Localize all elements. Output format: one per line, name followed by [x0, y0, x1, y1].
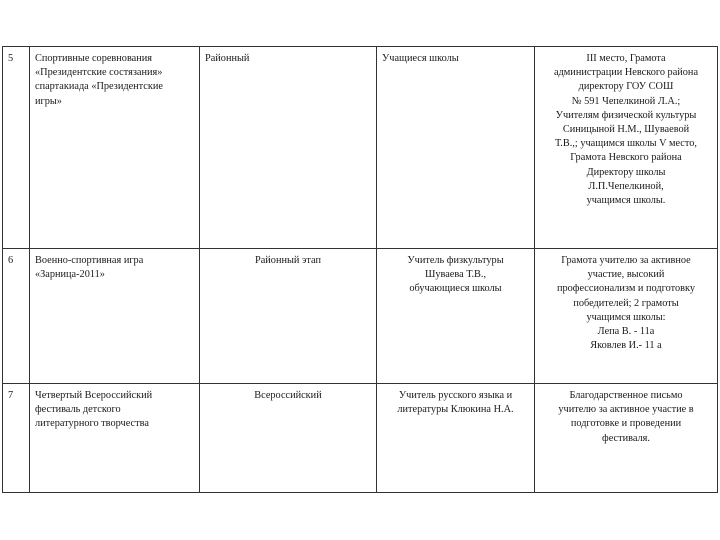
- event-line: спартакиада «Президентские: [35, 81, 163, 93]
- row-number-cell: 5: [3, 47, 30, 249]
- event-cell: [30, 384, 200, 493]
- result-line: победителей; 2 грамоты: [573, 297, 679, 309]
- event-line: «Президентские состязания»: [35, 67, 163, 79]
- result-line: подготовке и проведении: [570, 418, 682, 430]
- participants-cell: [377, 47, 535, 249]
- result-line: учащимся школы.: [586, 195, 666, 207]
- result-line: фестиваля.: [602, 432, 650, 444]
- event-line: Военно-спортивная игра: [35, 255, 144, 266]
- level-line: Районный этап: [255, 255, 321, 266]
- participants-line: Учитель русского языка и: [398, 390, 513, 401]
- event-line: литературного творчества: [35, 418, 149, 430]
- event-line: «Зарница-2011»: [35, 269, 105, 281]
- result-line: Грамота учителю за активное: [561, 255, 691, 266]
- table-row: [3, 47, 718, 249]
- result-line: учащимся школы:: [586, 311, 666, 323]
- result-line: Директору школы: [586, 166, 666, 178]
- result-line: Яковлев И.- 11 а: [590, 340, 662, 352]
- result-cell: [535, 249, 718, 384]
- result-line: III место, Грамота: [586, 53, 666, 64]
- table-row: [3, 249, 718, 384]
- level-cell: [200, 47, 377, 249]
- participants-line: литературы Клюкина Н.А.: [397, 404, 514, 416]
- table-row: [3, 384, 718, 493]
- result-line: Учителям физической культуры: [555, 109, 697, 121]
- event-cell: [30, 249, 200, 384]
- participants-cell: [377, 249, 535, 384]
- participants-line: Учитель физкультуры: [407, 255, 504, 266]
- event-line: фестиваль детского: [35, 404, 121, 416]
- row-number-cell: 6: [3, 249, 30, 384]
- result-line: директору ГОУ СОШ: [578, 81, 674, 93]
- result-cell: [535, 384, 718, 493]
- level-line: Всероссийский: [254, 390, 322, 401]
- result-line: № 591 Чепелкиной Л.А.;: [571, 95, 681, 107]
- level-cell: [200, 249, 377, 384]
- result-line: Благодарственное письмо: [569, 390, 683, 401]
- event-cell: [30, 47, 200, 249]
- event-line: Четвертый Всероссийский: [35, 390, 153, 401]
- participants-line: Учащиеся школы: [382, 53, 459, 64]
- event-line: игры»: [35, 95, 62, 107]
- level-cell: [200, 384, 377, 493]
- result-line: профессионализм и подготовку: [557, 283, 695, 295]
- event-line: Спортивные соревнования: [35, 53, 152, 64]
- result-line: Синицыной Н.М., Шуваевой: [562, 124, 690, 136]
- awards-table: [2, 46, 718, 493]
- result-line: Л.П.Чепелкиной,: [588, 180, 664, 192]
- participants-cell: [377, 384, 535, 493]
- participants-line: обучающиеся школы: [409, 283, 502, 295]
- result-line: Лепа В. - 11а: [597, 326, 655, 338]
- result-line: Грамота Невского района: [570, 152, 682, 164]
- result-line: участие, высокий: [587, 269, 665, 281]
- result-line: администрации Невского района: [553, 67, 699, 79]
- row-number-cell: 7: [3, 384, 30, 493]
- level-line: Районный: [205, 53, 250, 64]
- participants-line: Шуваева Т.В.,: [424, 269, 487, 281]
- result-cell: [535, 47, 718, 249]
- result-line: Т.В.,; учащимся школы V место,: [555, 138, 697, 150]
- result-line: учителю за активное участие в: [558, 404, 694, 416]
